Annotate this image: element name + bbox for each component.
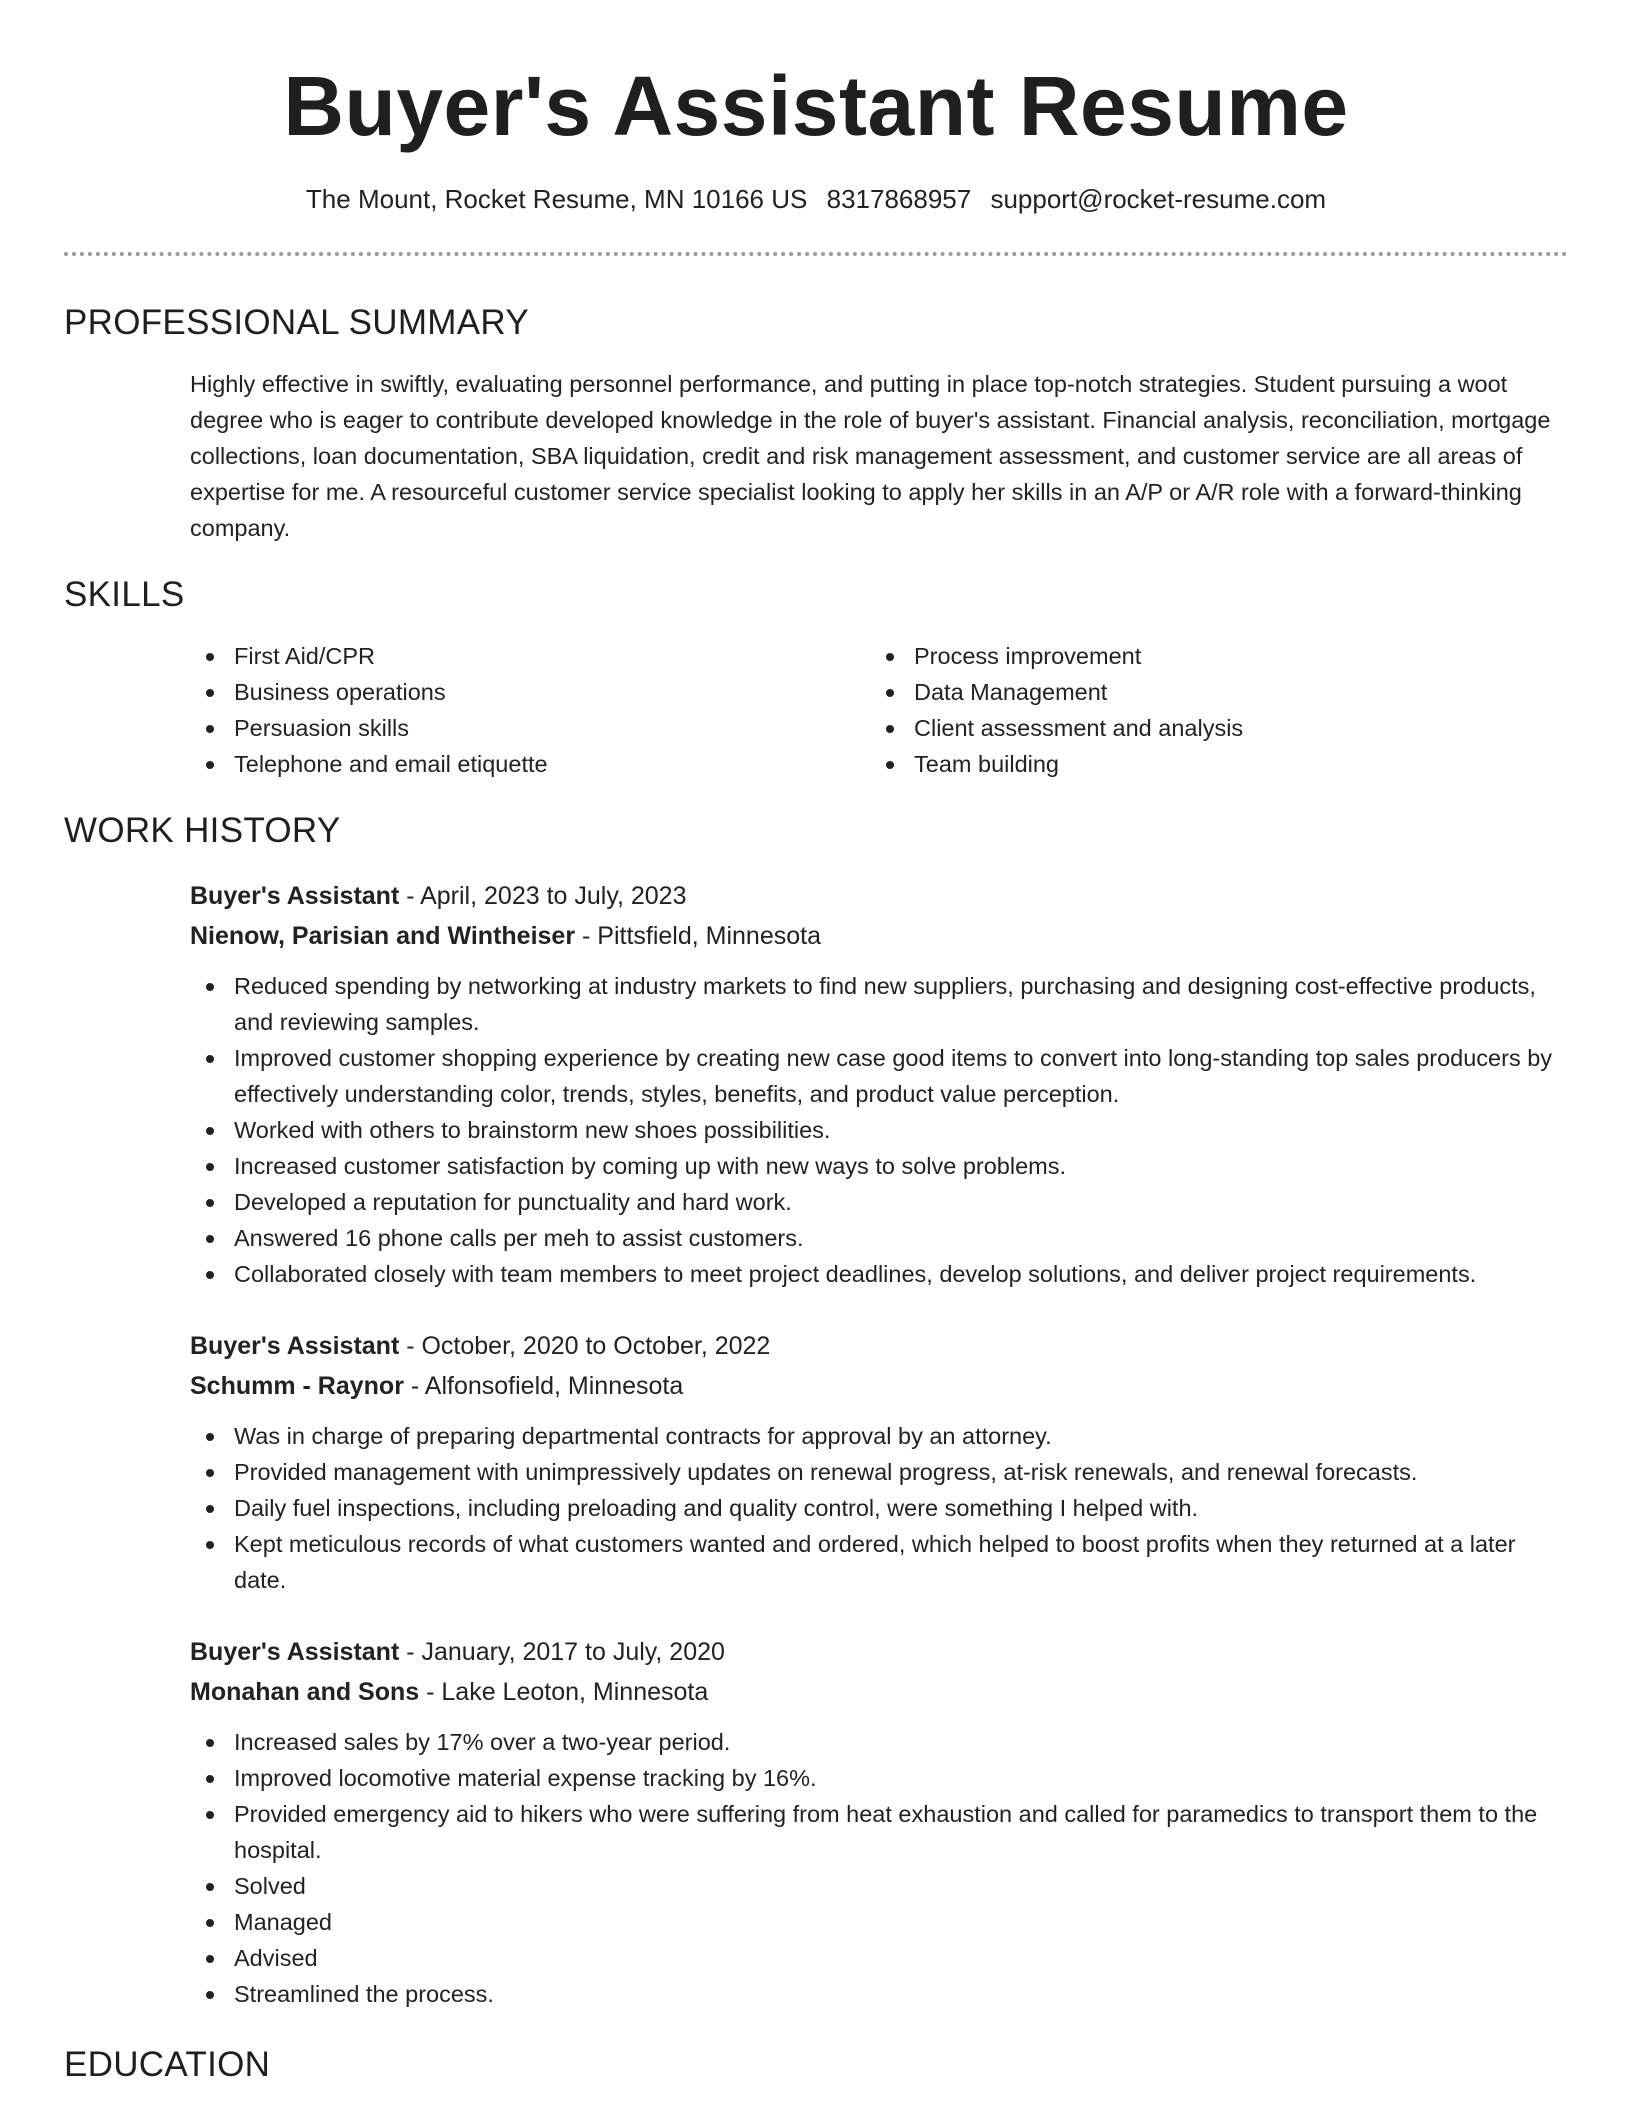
skill-item: Process improvement bbox=[870, 638, 1550, 674]
section-heading-skills: SKILLS bbox=[64, 575, 185, 614]
job-bullet: Worked with others to brainstorm new shoes possibilities. bbox=[190, 1112, 1568, 1148]
job-bullet: Increased sales by 17% over a two-year period. bbox=[190, 1724, 1568, 1760]
job-location: - Alfonsofield, Minnesota bbox=[403, 1372, 684, 1400]
job-bullets bbox=[190, 1724, 1568, 2012]
skill-item: Telephone and email etiquette bbox=[190, 746, 870, 782]
job-bullet: Provided emergency aid to hikers who were suffering from heat exhaustion and called for paramedics to transport them to the hospital. bbox=[190, 1796, 1568, 1868]
job-location: - Lake Leoton, Minnesota bbox=[419, 1678, 709, 1706]
job-bullet: Daily fuel inspections, including preloading and quality control, were something I helped with. bbox=[190, 1490, 1568, 1526]
job-entry bbox=[190, 1632, 1568, 2012]
job-bullet: Advised bbox=[190, 1940, 1568, 1976]
contact-address: The Mount, Rocket Resume, MN 10166 US bbox=[305, 184, 808, 214]
skill-item: Data Management bbox=[870, 674, 1550, 710]
job-title-line bbox=[190, 876, 1568, 916]
job-bullet: Answered 16 phone calls per meh to assist customers. bbox=[190, 1220, 1568, 1256]
job-company-line bbox=[190, 916, 1568, 956]
education-section bbox=[64, 2044, 1568, 2086]
job-bullet: Kept meticulous records of what customers wanted and ordered, which helped to boost profits when they returned at a later date. bbox=[190, 1526, 1568, 1598]
job-title-line bbox=[190, 1632, 1568, 1672]
job-company: Nienow, Parisian and Wintheiser bbox=[190, 922, 576, 950]
job-bullet: Increased customer satisfaction by coming up with new ways to solve problems. bbox=[190, 1148, 1568, 1184]
resume-page bbox=[64, 0, 1568, 2112]
section-heading-summary: PROFESSIONAL SUMMARY bbox=[64, 303, 529, 342]
work-history-section bbox=[64, 810, 1568, 2012]
skills-section bbox=[64, 574, 1568, 782]
job-title: Buyer's Assistant bbox=[190, 1638, 400, 1666]
job-company: Monahan and Sons bbox=[190, 1678, 420, 1706]
resume-title: Buyer's Assistant Resume bbox=[283, 59, 1349, 153]
skills-list-left bbox=[190, 638, 870, 782]
section-heading-education: EDUCATION bbox=[64, 2045, 271, 2084]
contact-line bbox=[64, 182, 1568, 216]
job-title-line bbox=[190, 1326, 1568, 1366]
contact-phone[interactable]: 8317868957 bbox=[826, 184, 972, 214]
job-bullet: Improved customer shopping experience by creating new case good items to convert into long-standing top sales producers by effectively understanding color, trends, styles, benefits, and product value perception. bbox=[190, 1040, 1568, 1112]
skills-columns bbox=[190, 638, 1568, 782]
summary-text: Highly effective in swiftly, evaluating personnel performance, and putting in place top-notch strategies. Student pursuing a woot degree who is eager to contribute developed knowledge in the role of buyer's assistant. Financial analysis, reconciliation, mortgage collections, loan documentation, SBA liquidation, credit and risk management assessment, and customer service are all areas of expertise for me. A resourceful customer service specialist looking to apply her skills in an A/P or A/R role with a forward-thinking company. bbox=[190, 371, 1551, 541]
job-bullet: Provided management with unimpressively updates on renewal progress, at-risk renewals, and renewal forecasts. bbox=[190, 1454, 1568, 1490]
job-title: Buyer's Assistant bbox=[190, 1332, 400, 1360]
job-bullet: Was in charge of preparing departmental contracts for approval by an attorney. bbox=[190, 1418, 1568, 1454]
job-bullet: Solved bbox=[190, 1868, 1568, 1904]
job-bullet: Improved locomotive material expense tracking by 16%. bbox=[190, 1760, 1568, 1796]
professional-summary-section bbox=[64, 302, 1568, 546]
skills-list-right bbox=[870, 638, 1550, 782]
skill-item: Team building bbox=[870, 746, 1550, 782]
job-bullet: Streamlined the process. bbox=[190, 1976, 1568, 2012]
skill-item: Business operations bbox=[190, 674, 870, 710]
job-bullets bbox=[190, 968, 1568, 1292]
skill-item: Persuasion skills bbox=[190, 710, 870, 746]
job-bullet: Collaborated closely with team members to meet project deadlines, develop solutions, and deliver project requirements. bbox=[190, 1256, 1568, 1292]
job-dates: - October, 2020 to October, 2022 bbox=[399, 1332, 771, 1360]
job-bullet: Managed bbox=[190, 1904, 1568, 1940]
header-divider bbox=[64, 252, 1568, 256]
job-entry bbox=[190, 876, 1568, 1292]
job-title: Buyer's Assistant bbox=[190, 882, 400, 910]
skill-item: Client assessment and analysis bbox=[870, 710, 1550, 746]
job-bullet: Developed a reputation for punctuality and hard work. bbox=[190, 1184, 1568, 1220]
contact-email[interactable]: support@rocket-resume.com bbox=[990, 184, 1327, 214]
job-company-line bbox=[190, 1672, 1568, 1712]
job-company-line bbox=[190, 1366, 1568, 1406]
job-location: - Pittsfield, Minnesota bbox=[575, 922, 821, 950]
job-bullets bbox=[190, 1418, 1568, 1598]
section-heading-work-history: WORK HISTORY bbox=[64, 811, 341, 850]
job-dates: - April, 2023 to July, 2023 bbox=[399, 882, 687, 910]
job-entry bbox=[190, 1326, 1568, 1598]
job-company: Schumm - Raynor bbox=[190, 1372, 404, 1400]
job-bullet: Reduced spending by networking at industry markets to find new suppliers, purchasing and designing cost-effective products, and reviewing samples. bbox=[190, 968, 1568, 1040]
skill-item: First Aid/CPR bbox=[190, 638, 870, 674]
job-dates: - January, 2017 to July, 2020 bbox=[399, 1638, 725, 1666]
